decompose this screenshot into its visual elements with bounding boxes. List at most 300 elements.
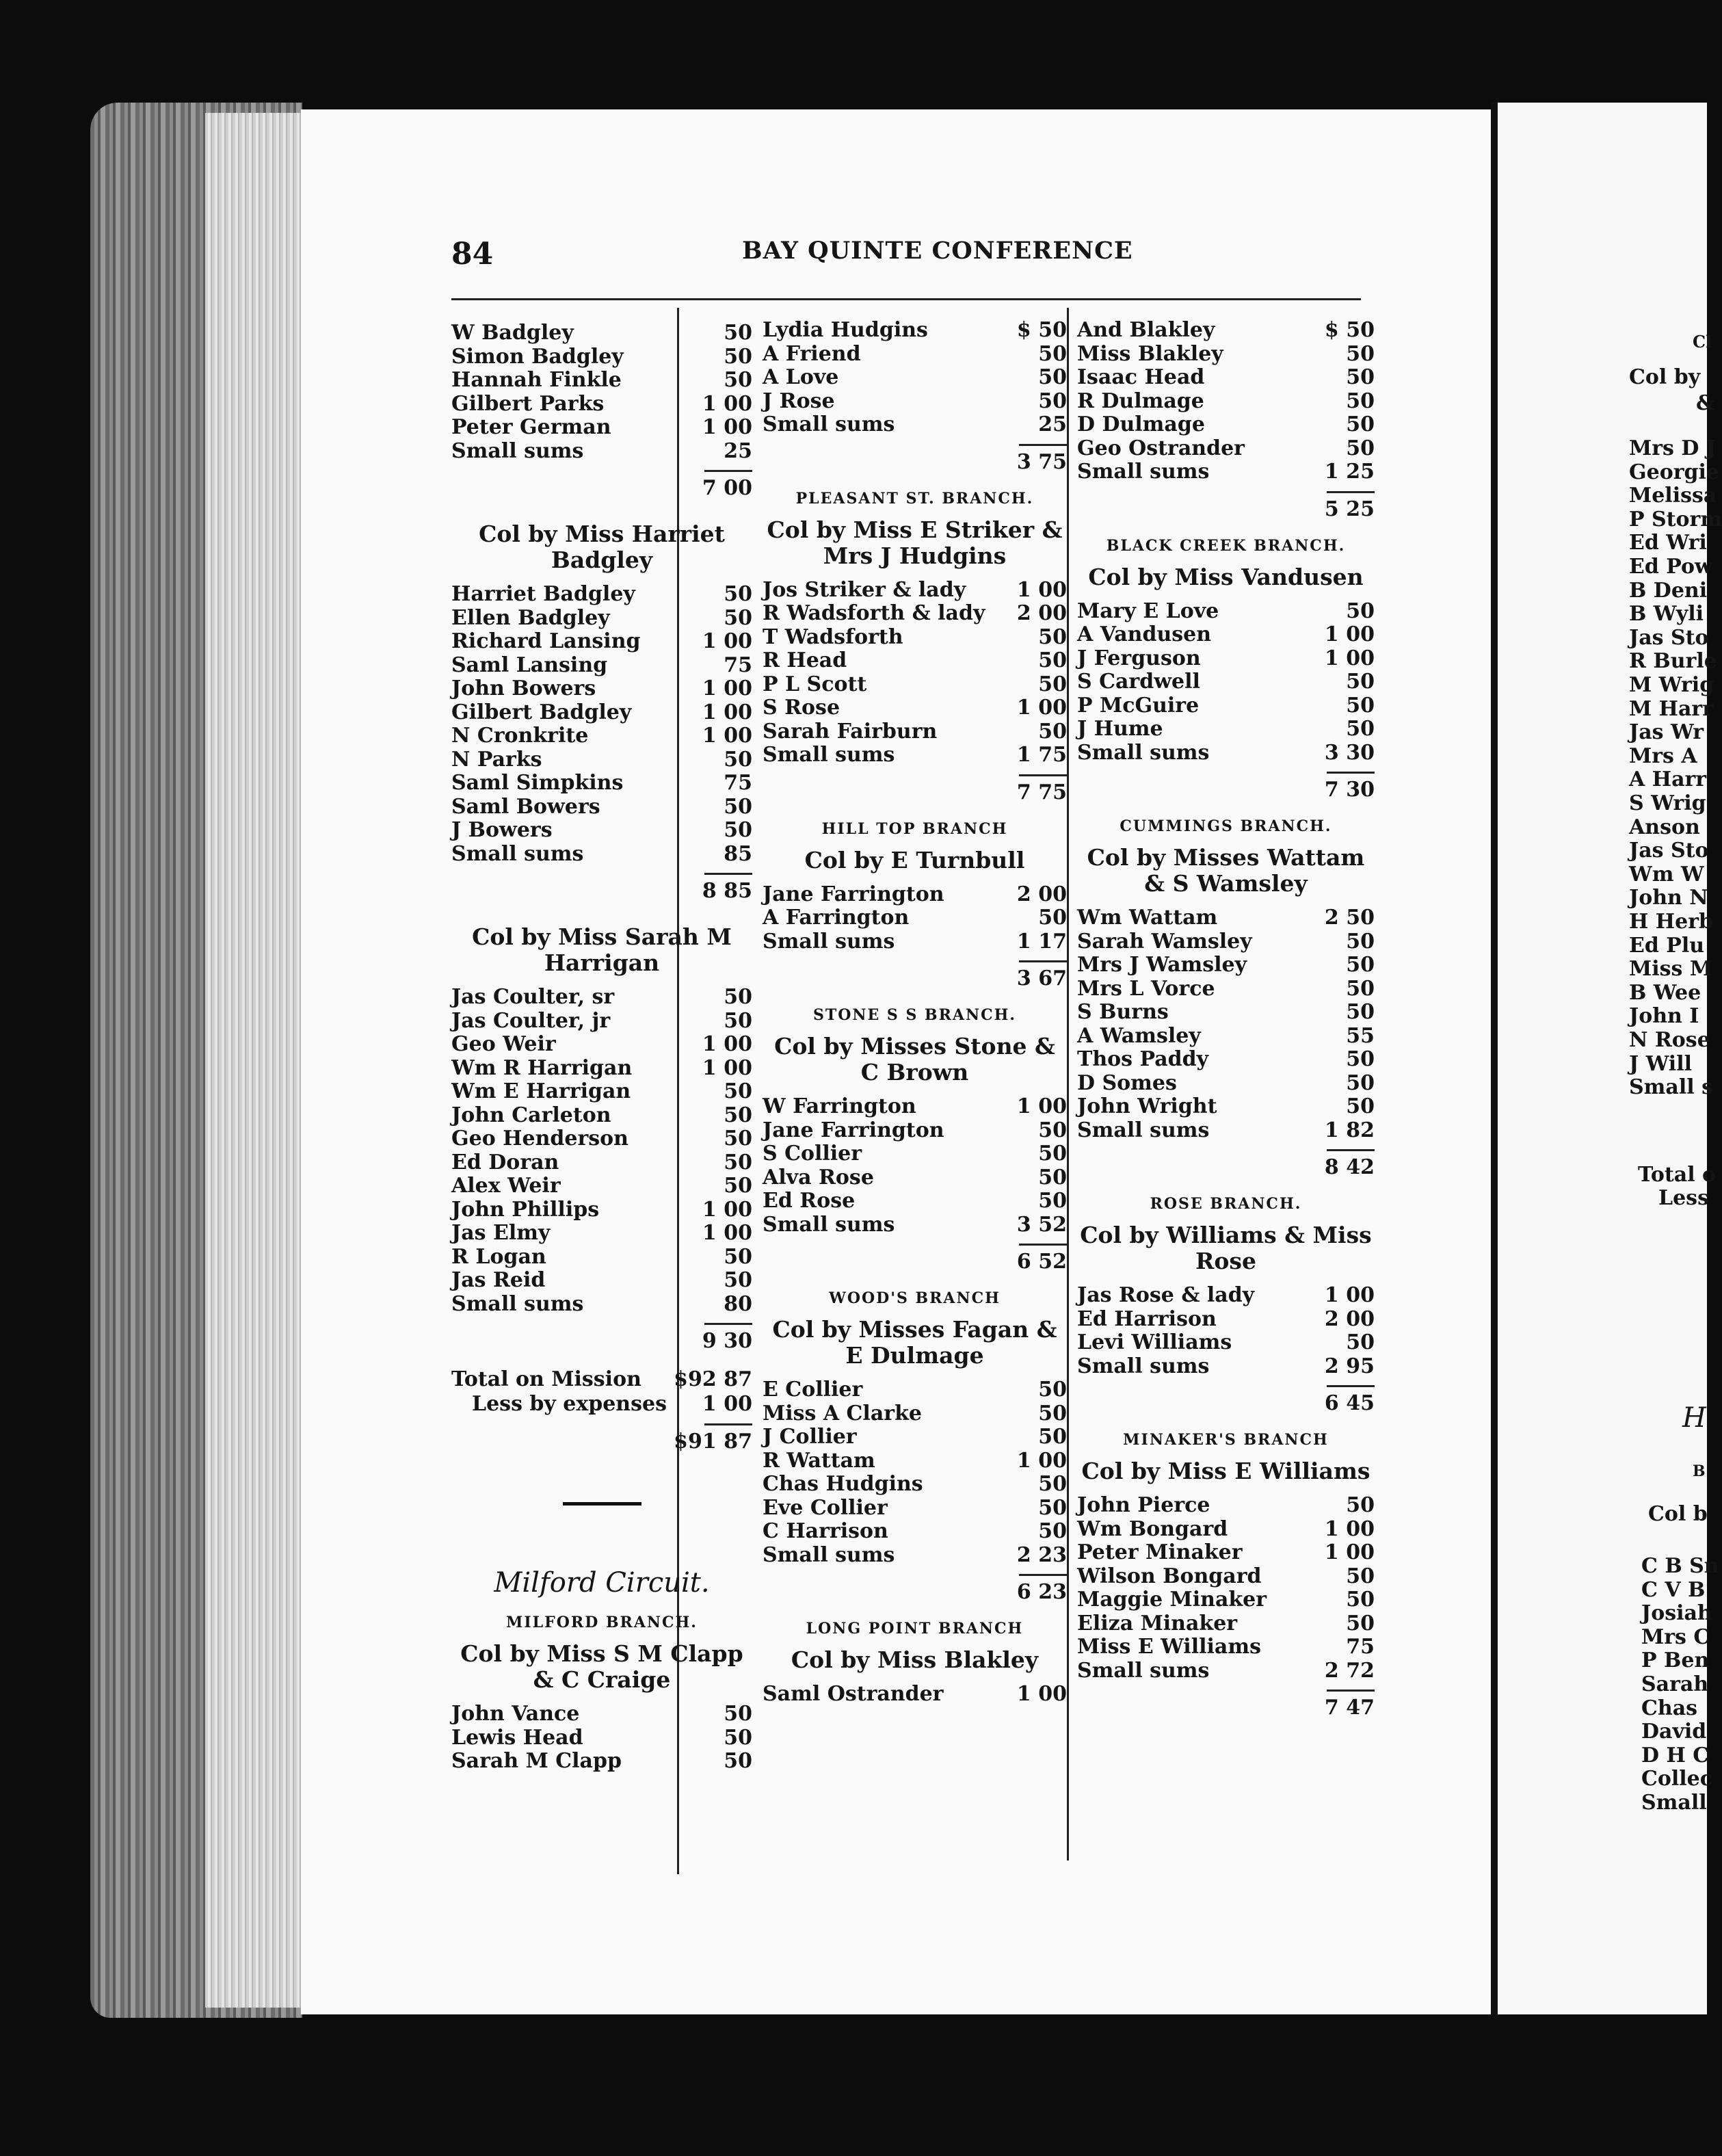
entry-amount: 1 00 (702, 1055, 752, 1080)
sum-rule (704, 1423, 752, 1425)
entry-amount: 1 00 (702, 676, 752, 700)
entry-row (451, 393, 752, 417)
branch-title: LONG POINT BRANCH (806, 1620, 1024, 1638)
entry-row (451, 724, 752, 748)
entry-row (763, 1142, 1067, 1166)
next-page-fragment: H (1682, 1402, 1706, 1434)
entry-row (763, 1213, 1067, 1237)
subtotal: 9 30 (702, 1329, 752, 1353)
entry-amount: 1 00 (1324, 622, 1375, 646)
entry-amount: 50 (724, 1150, 752, 1174)
entry-row (763, 673, 1067, 697)
book-page-edges-light (205, 113, 308, 2008)
next-page-fragment: Jas Wr (1629, 720, 1704, 745)
entry-amount: 1 00 (1324, 1283, 1375, 1307)
entry-amount: 50 (1346, 717, 1375, 741)
entry-row (1077, 1541, 1375, 1565)
entry-row (1077, 670, 1375, 694)
entry-row (1077, 718, 1375, 741)
entry-row (1077, 1048, 1375, 1072)
sum-rule (1019, 774, 1067, 776)
entry-row (1077, 1518, 1375, 1542)
entry-name: John Carleton (451, 1103, 611, 1127)
collector-heading: Col by E Turnbull (804, 846, 1025, 873)
entry-amount: 1 00 (1016, 1448, 1067, 1473)
entry-row (763, 744, 1067, 767)
entry-row (763, 343, 1067, 367)
column-1 (451, 321, 752, 1774)
entry-amount: 1 75 (1016, 743, 1067, 767)
entry-row (763, 1095, 1067, 1119)
next-page-fragment: Wm W (1629, 862, 1704, 886)
entry-name: Sarah Fairburn (763, 719, 938, 744)
entry-name: A Love (763, 365, 839, 389)
entry-name: Ellen Badgley (451, 605, 610, 630)
entry-row (763, 1520, 1067, 1544)
entry-row (1077, 1308, 1375, 1332)
entry-row (451, 1057, 752, 1081)
entry-amount: 50 (724, 605, 752, 630)
entry-amount: 50 (1346, 436, 1375, 460)
collector-heading: Col by Misses Wattam & S Wamsley (1087, 844, 1365, 897)
entry-row (1077, 1635, 1375, 1659)
entry-row (451, 1269, 752, 1293)
section-rule (563, 1502, 641, 1506)
entry-name: Small sums (763, 1212, 895, 1237)
entry-row (451, 345, 752, 369)
entry-amount: 50 (724, 344, 752, 369)
entry-row (451, 440, 752, 464)
next-page-fragment: Cl (1693, 332, 1712, 352)
entry-amount: 50 (1038, 1519, 1067, 1543)
entry-amount: 50 (724, 1127, 752, 1151)
entry-row (1077, 1119, 1375, 1143)
entry-name: E Collier (763, 1378, 863, 1402)
collector-heading: Col by Miss Harriet Badgley (479, 521, 725, 573)
entry-row (1077, 1659, 1375, 1683)
collector-heading: Col by Miss Blakley (791, 1646, 1039, 1673)
entry-row (1077, 1612, 1375, 1636)
entry-amount: 25 (1038, 412, 1067, 436)
entry-amount: 1 00 (1324, 1540, 1375, 1564)
sum-rule (704, 470, 752, 472)
entry-amount: 50 (1346, 1330, 1375, 1354)
entry-name: Gilbert Parks (451, 391, 605, 416)
collector-heading: Col by Misses Fagan & E Dulmage (772, 1316, 1057, 1369)
next-page-fragment: C V B (1641, 1577, 1706, 1602)
next-page-fragment: David (1641, 1720, 1707, 1744)
sum-rule (704, 1323, 752, 1325)
entry-name: D Dulmage (1077, 412, 1205, 436)
subtotal: 7 00 (702, 476, 752, 500)
subtotal: 7 30 (1324, 778, 1375, 802)
entry-row (763, 319, 1067, 343)
entry-amount: 1 00 (1016, 1094, 1067, 1118)
entry-amount: 50 (1346, 341, 1375, 366)
entry-row (451, 1151, 752, 1175)
next-page-fragment: Col by (1629, 365, 1701, 389)
entry-name: Sarah Wamsley (1077, 929, 1252, 954)
entry-row (1077, 1331, 1375, 1355)
subtotal: 3 67 (1016, 967, 1067, 990)
entry-row (451, 1080, 752, 1104)
entry-row (451, 1750, 752, 1774)
branch-title: HILL TOP BRANCH (821, 819, 1008, 838)
entry-amount: 2 00 (1016, 882, 1067, 906)
entry-row (451, 1198, 752, 1222)
entry-name: J Hume (1077, 717, 1163, 741)
entry-amount: 50 (724, 818, 752, 842)
entry-name: Mrs J Wamsley (1077, 953, 1247, 977)
entry-row (451, 772, 752, 796)
entry-row (451, 1726, 752, 1750)
entry-amount: 50 (1038, 1425, 1067, 1449)
entry-amount: $ 50 (1324, 318, 1375, 342)
sum-rule (1019, 1574, 1067, 1576)
branch-title: MINAKER'S BRANCH (1123, 1431, 1329, 1449)
next-page-fragment: & (1696, 391, 1715, 415)
entry-amount: 50 (1346, 1588, 1375, 1612)
entry-name: Small sums (763, 412, 895, 436)
entry-amount: 50 (1038, 1472, 1067, 1496)
entry-amount: 1 25 (1324, 460, 1375, 484)
next-page-fragment: B Wyli (1629, 602, 1704, 627)
entry-name: And Blakley (1077, 318, 1215, 342)
next-page-fragment: B Deni (1629, 578, 1708, 603)
entry-name: Small sums (1077, 1658, 1210, 1683)
entry-amount: 75 (1346, 1635, 1375, 1659)
entry-name: Mrs L Vorce (1077, 976, 1215, 1001)
entry-name: Small sums (1077, 460, 1210, 484)
entry-amount: 50 (1346, 389, 1375, 413)
entry-row (451, 630, 752, 654)
entry-name: W Farrington (763, 1094, 916, 1118)
collector-heading: Col by Miss E Williams (1081, 1458, 1370, 1484)
entry-name: Small sums (451, 1291, 584, 1316)
entry-name: John Phillips (451, 1197, 600, 1222)
entry-amount: 50 (1038, 625, 1067, 649)
entry-row (451, 1104, 752, 1128)
entry-row (451, 607, 752, 631)
entry-name: P McGuire (1077, 693, 1200, 718)
subtotal: 6 23 (1016, 1580, 1067, 1604)
entry-name: S Collier (763, 1142, 862, 1166)
entry-amount: 50 (724, 368, 752, 392)
entry-amount: 25 (724, 438, 752, 463)
entry-name: Jas Coulter, sr (451, 985, 615, 1009)
entry-row (451, 1246, 752, 1270)
entry-name: Miss Blakley (1077, 341, 1223, 366)
entry-amount: 50 (1346, 953, 1375, 977)
entry-amount: 2 23 (1016, 1542, 1067, 1567)
branch-title: ROSE BRANCH. (1150, 1195, 1302, 1213)
entry-row (451, 843, 752, 867)
entry-name: Saml Simpkins (451, 771, 624, 795)
circuit-title: Milford Circuit. (494, 1567, 710, 1599)
subtotal: 3 75 (1016, 449, 1067, 474)
entry-amount: 50 (724, 1174, 752, 1198)
entry-amount: 75 (724, 653, 752, 677)
entry-name: Wm E Harrigan (451, 1079, 631, 1103)
entry-row (763, 649, 1067, 673)
entry-name: Wilson Bongard (1077, 1564, 1262, 1588)
next-page-fragment: Georgie (1629, 460, 1719, 484)
entry-name: Jos Striker & lady (763, 577, 966, 602)
entry-amount: 50 (724, 1749, 752, 1773)
next-page-fragment: Melissa (1629, 484, 1717, 508)
entry-amount: 50 (1346, 365, 1375, 389)
entry-amount: 1 00 (1016, 1682, 1067, 1706)
entry-name: Jas Rose & lady (1077, 1283, 1255, 1307)
entry-row (1077, 623, 1375, 647)
entry-row (763, 1497, 1067, 1521)
entry-amount: 1 00 (1016, 577, 1067, 602)
entry-row (451, 321, 752, 345)
entry-name: Wm Bongard (1077, 1516, 1228, 1541)
entry-name: Hannah Finkle (451, 368, 622, 392)
entry-row (1077, 600, 1375, 624)
entry-amount: 2 72 (1324, 1658, 1375, 1683)
next-page-fragment: S Wrig (1629, 791, 1706, 815)
entry-amount: 50 (1346, 1564, 1375, 1588)
entry-name: Small sums (1077, 1118, 1210, 1142)
next-page-fragment: P Ben (1641, 1648, 1710, 1673)
entry-row (763, 390, 1067, 414)
entry-name: Small sums (1077, 1354, 1210, 1378)
entry-name: Lewis Head (451, 1725, 583, 1750)
next-page-fragment: A Harr (1629, 767, 1707, 792)
entry-row (451, 1222, 752, 1246)
entry-amount: 50 (1346, 599, 1375, 623)
entry-name: N Cronkrite (451, 724, 589, 748)
entry-name: Chas Hudgins (763, 1472, 923, 1496)
entry-amount: 50 (1346, 1611, 1375, 1635)
next-page-fragment: N Rose (1629, 1028, 1710, 1052)
entry-row (763, 1402, 1067, 1426)
total-line (451, 1367, 752, 1392)
entry-name: Gilbert Badgley (451, 700, 632, 724)
entry-row (1077, 390, 1375, 414)
entry-name: Ed Rose (763, 1189, 856, 1213)
entry-amount: 50 (724, 747, 752, 772)
entry-name: Jane Farrington (763, 1118, 944, 1142)
entry-name: T Wadsforth (763, 625, 903, 649)
entry-row (1077, 437, 1375, 461)
entry-amount: 50 (724, 321, 752, 345)
next-page-fragment: Ed Pow (1629, 555, 1712, 579)
entry-name: W Badgley (451, 321, 574, 345)
branch-title: MILFORD BRANCH. (506, 1614, 698, 1631)
entry-row (1077, 977, 1375, 1001)
net-total: $91 87 (674, 1430, 752, 1454)
next-page-fragment: Jas Sto (1629, 839, 1709, 863)
entry-row (1077, 319, 1375, 343)
branch-title: PLEASANT ST. BRANCH. (795, 489, 1034, 508)
next-page-fragment: Miss M (1629, 957, 1713, 982)
entry-name: Alva Rose (763, 1165, 874, 1189)
subtotal: 6 52 (1016, 1250, 1067, 1274)
entry-amount: 50 (1038, 906, 1067, 930)
entry-name: Isaac Head (1077, 365, 1205, 389)
page-number: 84 (451, 237, 494, 272)
next-page-fragment: Anson (1629, 815, 1700, 839)
entry-row (451, 677, 752, 701)
entry-row (1077, 460, 1375, 484)
entry-name: R Wattam (763, 1448, 875, 1473)
sum-rule (1019, 1244, 1067, 1246)
entry-name: Sarah M Clapp (451, 1749, 622, 1773)
less-label: Less by expenses (472, 1392, 667, 1416)
next-page-fragment: Less (1658, 1186, 1709, 1210)
entry-amount: 50 (724, 1008, 752, 1033)
next-page-fragment: Mrs D J (1629, 436, 1717, 460)
entry-name: Jane Farrington (763, 882, 944, 906)
entry-name: D Somes (1077, 1070, 1177, 1095)
entry-amount: 1 00 (1324, 1516, 1375, 1541)
entry-amount: 50 (724, 1702, 752, 1726)
entry-name: Miss E Williams (1077, 1635, 1261, 1659)
next-page-fragment: Col b (1648, 1502, 1708, 1526)
entry-row (1077, 1494, 1375, 1518)
entry-name: Thos Paddy (1077, 1047, 1209, 1071)
entry-name: Ed Harrison (1077, 1306, 1217, 1331)
entry-row (763, 1683, 1067, 1707)
entry-amount: 1 00 (1324, 646, 1375, 670)
entry-row (451, 748, 752, 772)
entry-name: C Harrison (763, 1519, 888, 1543)
entry-name: Jas Reid (451, 1268, 546, 1292)
entry-amount: 50 (1038, 1378, 1067, 1402)
entry-name: Small sums (763, 1542, 895, 1567)
collector-heading: Col by Williams & Miss Rose (1080, 1222, 1372, 1274)
entry-row (763, 1378, 1067, 1402)
entry-amount: 50 (1346, 976, 1375, 1001)
entry-amount: 3 30 (1324, 740, 1375, 765)
entry-amount: 50 (724, 1268, 752, 1292)
entry-amount: 50 (724, 1103, 752, 1127)
entry-amount: 50 (724, 582, 752, 606)
entry-row (451, 416, 752, 440)
entry-name: A Farrington (763, 906, 910, 930)
column-3 (1077, 319, 1375, 1720)
entry-name: Peter Minaker (1077, 1540, 1243, 1564)
entry-row (763, 1119, 1067, 1143)
entry-name: Alex Weir (451, 1174, 561, 1198)
entry-name: Jas Elmy (451, 1221, 551, 1245)
next-page-fragment: Small s (1629, 1075, 1713, 1100)
entry-amount: 50 (1346, 1070, 1375, 1095)
next-page-fragment: B (1693, 1462, 1706, 1480)
next-page-fragment: C B Sn (1641, 1554, 1719, 1578)
entry-amount: $ 50 (1016, 318, 1067, 342)
sum-rule (704, 873, 752, 875)
next-page-fragment: Total o (1638, 1163, 1717, 1187)
entry-row (451, 1174, 752, 1198)
collector-heading: Col by Miss E Striker & Mrs J Hudgins (767, 516, 1063, 569)
next-page-fragment: John I (1629, 1004, 1699, 1029)
entry-amount: 50 (1038, 1189, 1067, 1213)
next-page-fragment: M Harr (1629, 696, 1714, 721)
entry-row (451, 369, 752, 393)
running-head: BAY QUINTE CONFERENCE (742, 237, 1133, 265)
entry-row (1077, 1072, 1375, 1096)
entry-row (763, 1189, 1067, 1213)
entry-amount: 2 00 (1324, 1306, 1375, 1331)
entry-amount: 1 00 (702, 415, 752, 439)
entry-row (451, 701, 752, 725)
entry-row (451, 1293, 752, 1317)
entry-row (763, 1544, 1067, 1568)
entry-amount: 50 (1038, 1142, 1067, 1166)
entry-row (451, 1033, 752, 1057)
entry-amount: 1 00 (702, 391, 752, 416)
entry-amount: 50 (1346, 1047, 1375, 1071)
entry-name: Small sums (763, 743, 895, 767)
entry-amount: 50 (724, 794, 752, 819)
next-page-fragment: Chas (1641, 1696, 1698, 1720)
entry-name: Lydia Hudgins (763, 318, 928, 342)
entry-name: J Ferguson (1077, 646, 1201, 670)
entry-row (763, 1473, 1067, 1497)
entry-name: Eve Collier (763, 1495, 888, 1520)
entry-amount: 1 00 (1016, 696, 1067, 720)
entry-amount: 50 (1038, 365, 1067, 389)
collector-heading: Col by Miss S M Clapp & C Craige (460, 1640, 743, 1693)
entry-amount: 50 (724, 985, 752, 1009)
subtotal: 8 42 (1324, 1155, 1375, 1179)
next-page-fragment: Ed Wri (1629, 531, 1707, 555)
entry-name: Wm Wattam (1077, 906, 1218, 930)
entry-amount: 2 95 (1324, 1354, 1375, 1378)
entry-name: Maggie Minaker (1077, 1588, 1267, 1612)
entry-row (763, 366, 1067, 390)
entry-amount: 50 (1038, 672, 1067, 696)
sum-rule (1327, 1690, 1375, 1692)
entry-name: R Wadsforth & lady (763, 601, 985, 625)
entry-row (763, 720, 1067, 744)
entry-row (763, 906, 1067, 930)
next-page-fragment: R Burle (1629, 649, 1717, 674)
entry-name: A Vandusen (1077, 622, 1212, 646)
entry-row (763, 696, 1067, 720)
entry-name: Geo Henderson (451, 1127, 628, 1151)
entry-name: Small sums (451, 841, 584, 866)
entry-row (1077, 1284, 1375, 1308)
entry-row (763, 930, 1067, 954)
entry-name: John Bowers (451, 676, 596, 700)
branch-title: WOOD'S BRANCH (829, 1289, 1001, 1307)
next-page-fragment: J Will (1629, 1051, 1692, 1076)
entry-name: S Cardwell (1077, 670, 1200, 694)
entry-amount: 1 00 (702, 1197, 752, 1222)
less-line (451, 1392, 752, 1417)
entry-name: S Burns (1077, 1000, 1169, 1024)
entry-amount: 1 00 (702, 724, 752, 748)
total-label: Total on Mission (451, 1367, 641, 1391)
entry-name: Geo Ostrander (1077, 436, 1245, 460)
entry-amount: 50 (1038, 1165, 1067, 1189)
entry-name: Miss A Clarke (763, 1401, 922, 1425)
entry-name: Small sums (1077, 740, 1210, 765)
entry-amount: 50 (1038, 719, 1067, 744)
entry-amount: 2 00 (1016, 601, 1067, 625)
entry-name: Ed Doran (451, 1150, 559, 1174)
entry-name: J Rose (763, 389, 835, 413)
next-page-fragment: John N (1629, 886, 1708, 910)
entry-amount: 50 (724, 1079, 752, 1103)
entry-row (1077, 1588, 1375, 1612)
entry-amount: 50 (1038, 1118, 1067, 1142)
